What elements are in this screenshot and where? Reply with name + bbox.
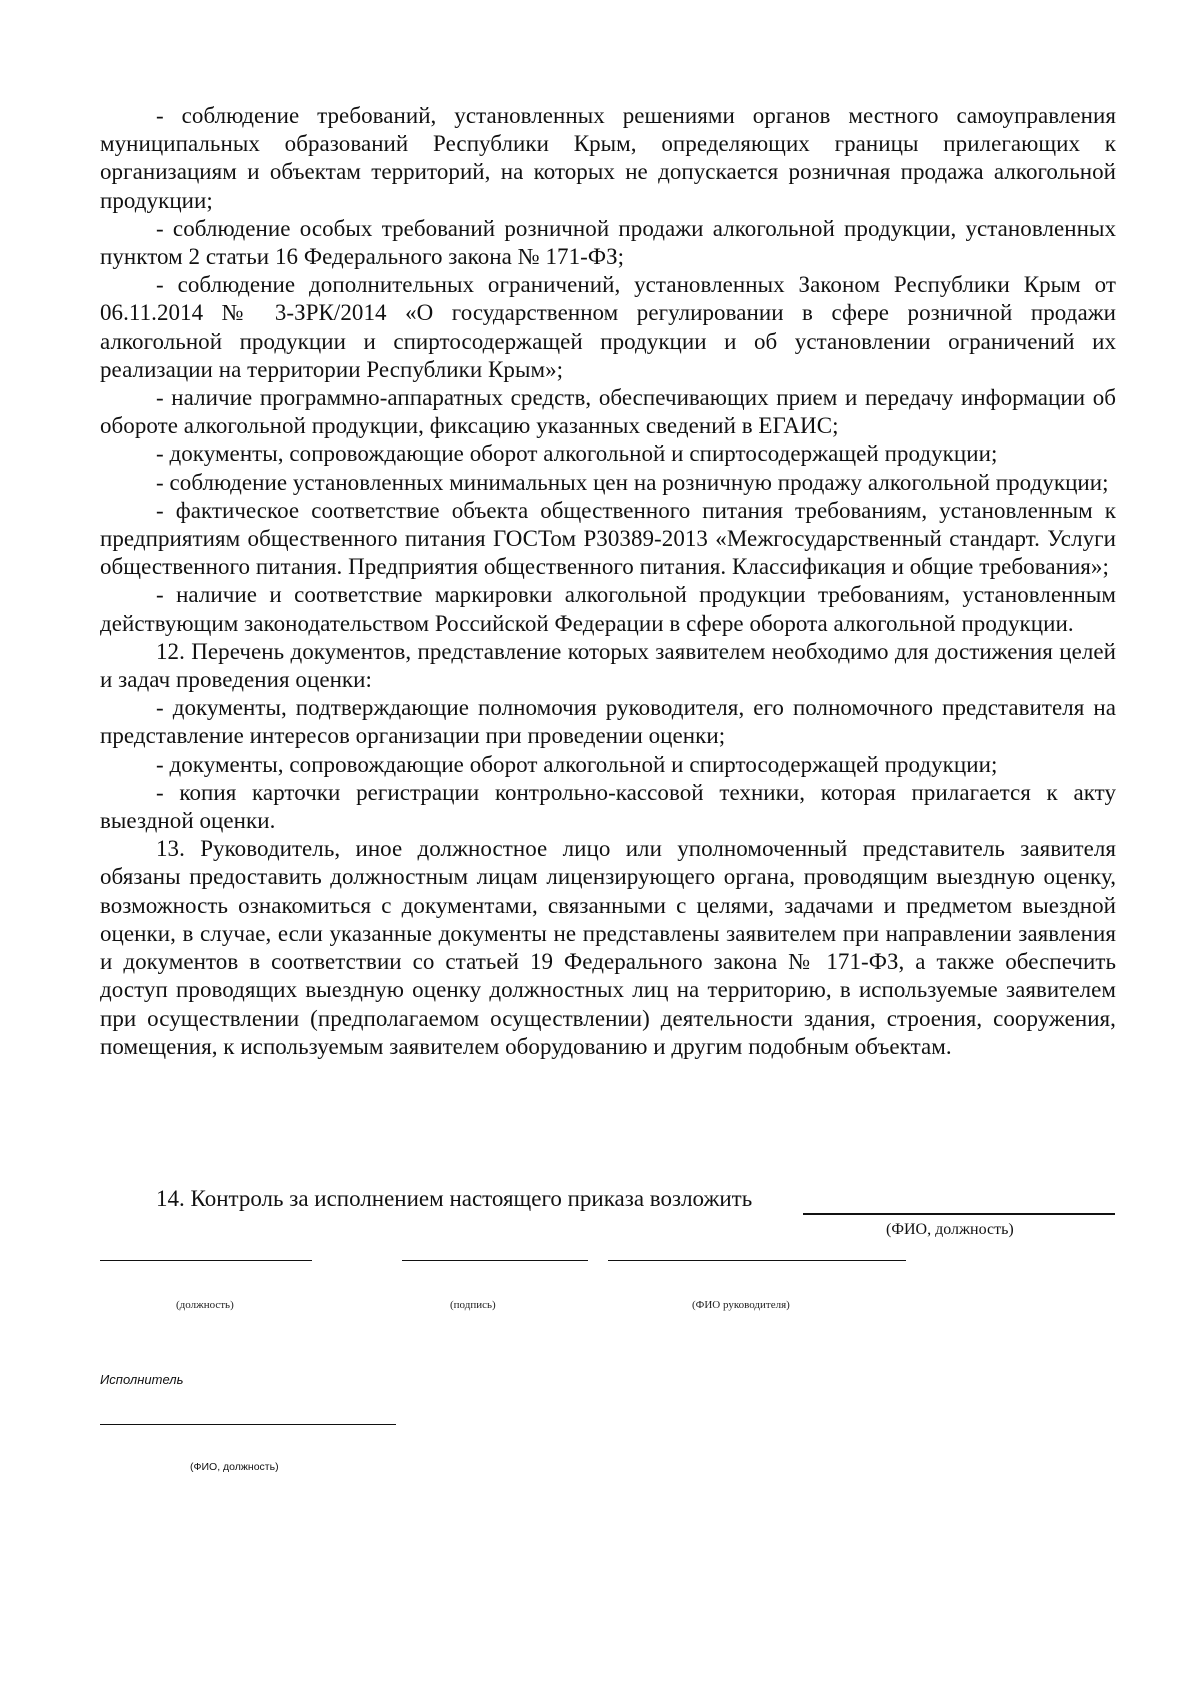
head-name-caption: (ФИО руководителя)	[692, 1299, 790, 1311]
paragraph-accompanying-documents-2: - документы, сопровождающие оборот алкогольной и спиртосодержащей продукции;	[156, 751, 998, 777]
paragraph-labeling: - наличие и соответствие маркировки алкогольной продукции требованиям, установленным действующим законодательством Российской Федерации в сфере оборота алкогольной продукции.	[100, 582, 1116, 636]
control-clause	[100, 1185, 1116, 1215]
section-12-heading: 12. Перечень документов, представление которых заявителем необходимо для достижения целей и задач проведения оценки:	[100, 638, 1116, 693]
paragraph-cash-register-card: - копия карточки регистрации контрольно-кассовой техники, которая прилагается к акту выездной оценки.	[100, 779, 1116, 834]
position-caption: (должность)	[176, 1299, 234, 1311]
section-13-paragraph: 13. Руководитель, иное должностное лицо или уполномоченный представитель заявителя обязаны предоставить должностным лицам лицензирующего органа, проводящим выездную оценку, возможность ознакомиться с документами, связанными с целями, задачами и предметом выездной оценки, в случае, если указанные документы не представлены заявителем при направлении заявления и документов в соответствии со статьей 19 Федерального закона № 171-ФЗ, а также обеспечить доступ проводящих выездную оценку должностных лиц на территорию, в используемые заявителем при осуществлении (предполагаемом осуществлении) деятельности здания, строения, сооружения, помещения, к используемым заявителем оборудованию и другим подобным объектам.	[100, 836, 1116, 1059]
paragraph-restricted-territories: - соблюдение требований, установленных решениями органов местного самоуправления муниципальных образований Республики Крым, определяющих границы прилегающих к организациям и объектам территорий, на которых не допускается розничная продажа алкогольной продукции;	[100, 103, 1116, 213]
paragraph-authority-documents: - документы, подтверждающие полномочия руководителя, его полномочного представителя на представление интересов организации при проведении оценки;	[100, 695, 1116, 749]
control-responsible-blank[interactable]	[803, 1213, 1115, 1215]
control-responsible-caption: (ФИО, должность)	[886, 1221, 1014, 1238]
paragraph-additional-restrictions: - соблюдение дополнительных ограничений, установленных Законом Республики Крым от 06.11.2014 № 3-ЗРК/2014 «О государственном регулировании в сфере розничной продажи алкогольной продукции и спиртосодержащей продукции и об установлении ограничений их реализации на территории Республики Крым»;	[100, 272, 1116, 382]
control-clause-text: 14. Контроль за исполнением настоящего приказа возложить	[156, 1186, 753, 1211]
paragraph-egais-equipment: - наличие программно-аппаратных средств, обеспечивающих прием и передачу информации об обороте алкогольной продукции, фиксацию указанных сведений в ЕГАИС;	[100, 385, 1116, 439]
executor-label: Исполнитель	[100, 1372, 184, 1387]
position-signature-line[interactable]	[100, 1260, 312, 1261]
paragraph-accompanying-documents: - документы, сопровождающие оборот алкогольной и спиртосодержащей продукции;	[156, 441, 998, 467]
executor-signature-line[interactable]	[100, 1424, 396, 1425]
paragraph-special-requirements: - соблюдение особых требований розничной продажи алкогольной продукции, установленных пунктом 2 статьи 16 Федерального закона № 171-ФЗ;	[100, 215, 1116, 270]
document-body	[100, 102, 1116, 1061]
executor-caption: (ФИО, должность)	[190, 1461, 279, 1473]
paragraph-minimum-prices: - соблюдение установленных минимальных цен на розничную продажу алкогольной продукции;	[156, 469, 1109, 495]
signature-caption: (подпись)	[450, 1299, 496, 1311]
paragraph-catering-compliance: - фактическое соответствие объекта общественного питания требованиям, установленным к предприятиям общественного питания ГОСТом Р30389-2013 «Межгосударственный стандарт. Услуги общественного питания. Предприятия общественного питания. Классификация и общие требования»;	[100, 497, 1116, 580]
signature-line[interactable]	[402, 1260, 588, 1261]
head-name-signature-line[interactable]	[608, 1260, 906, 1261]
